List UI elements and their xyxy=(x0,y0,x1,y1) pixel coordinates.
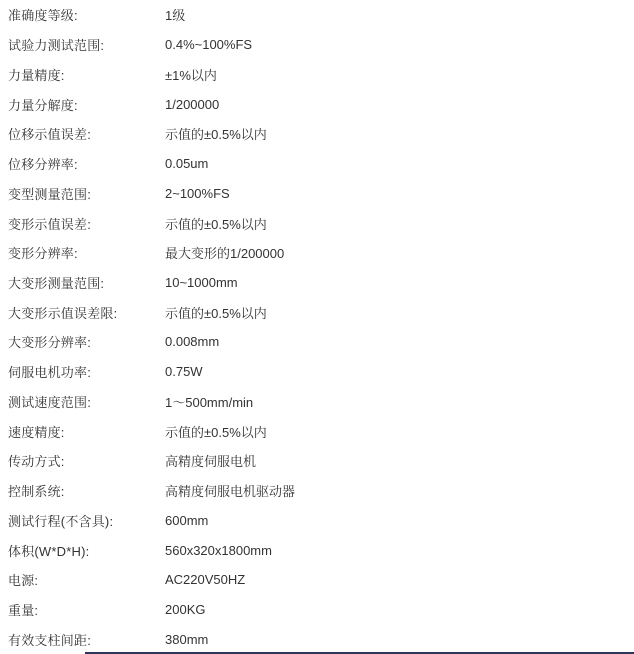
spec-row xyxy=(0,446,634,476)
spec-label: 力量分解度: xyxy=(8,97,78,113)
spec-label: 有效支柱间距: xyxy=(8,632,92,648)
spec-row xyxy=(0,416,634,446)
spec-value: 0.008mm xyxy=(165,334,220,350)
spec-value: 示值的±0.5%以内 xyxy=(165,127,267,143)
spec-row xyxy=(0,59,634,89)
spec-row xyxy=(0,208,634,238)
spec-row xyxy=(0,0,634,30)
spec-row xyxy=(0,327,634,357)
spec-row xyxy=(0,624,634,654)
spec-label: 大变形分辨率: xyxy=(8,335,92,351)
spec-row xyxy=(0,89,634,119)
spec-label: 传动方式: xyxy=(8,454,65,470)
spec-label: 重量: xyxy=(8,603,39,619)
spec-value: 高精度伺服电机 xyxy=(165,454,257,470)
spec-label: 大变形示值误差限: xyxy=(8,305,118,321)
spec-value: 最大变形的1/200000 xyxy=(165,246,285,262)
spec-value: 380mm xyxy=(165,631,209,647)
spec-label: 变形分辨率: xyxy=(8,246,78,262)
spec-label: 力量精度: xyxy=(8,67,65,83)
spec-row xyxy=(0,357,634,387)
spec-label: 准确度等级: xyxy=(8,8,78,24)
spec-value: 0.05um xyxy=(165,156,209,172)
spec-row xyxy=(0,297,634,327)
spec-row xyxy=(0,178,634,208)
spec-row xyxy=(0,30,634,60)
spec-row xyxy=(0,119,634,149)
spec-value: 1/200000 xyxy=(165,96,220,112)
spec-row xyxy=(0,505,634,535)
spec-row xyxy=(0,149,634,179)
spec-label: 测试行程(不含具): xyxy=(8,513,114,529)
spec-value: 示值的±0.5%以内 xyxy=(165,305,267,321)
spec-value: 0.75W xyxy=(165,364,203,380)
spec-value: 560x320x1800mm xyxy=(165,542,272,558)
spec-label: 速度精度: xyxy=(8,424,65,440)
spec-value: 示值的±0.5%以内 xyxy=(165,424,267,440)
spec-value: 1～500mm/min xyxy=(165,394,254,410)
spec-row xyxy=(0,565,634,595)
spec-label: 控制系统: xyxy=(8,484,65,500)
spec-row xyxy=(0,476,634,506)
spec-value: 0.4%~100%FS xyxy=(165,37,253,53)
spec-label: 测试速度范围: xyxy=(8,394,92,410)
spec-label: 伺服电机功率: xyxy=(8,365,92,381)
spec-value: 600mm xyxy=(165,512,209,528)
spec-label: 电源: xyxy=(8,573,39,589)
spec-label: 变形示值误差: xyxy=(8,216,92,232)
spec-label: 变型测量范围: xyxy=(8,186,92,202)
spec-row xyxy=(0,595,634,625)
spec-value: AC220V50HZ xyxy=(165,572,246,588)
spec-value: 高精度伺服电机驱动器 xyxy=(165,484,296,500)
spec-value: 1级 xyxy=(165,8,186,24)
spec-row xyxy=(0,238,634,268)
spec-row xyxy=(0,268,634,298)
spec-value: 10~1000mm xyxy=(165,274,238,290)
spec-label: 试验力测试范围: xyxy=(8,38,105,54)
spec-value: 200KG xyxy=(165,602,206,618)
spec-row xyxy=(0,387,634,417)
spec-label: 位移分辨率: xyxy=(8,157,78,173)
spec-label: 体积(W*D*H): xyxy=(8,543,90,559)
spec-value: 示值的±0.5%以内 xyxy=(165,216,267,232)
spec-row xyxy=(0,535,634,565)
spec-value: 2~100%FS xyxy=(165,185,230,201)
spec-label: 位移示值误差: xyxy=(8,127,92,143)
spec-label: 大变形测量范围: xyxy=(8,275,105,291)
spec-value: ±1%以内 xyxy=(165,67,217,83)
